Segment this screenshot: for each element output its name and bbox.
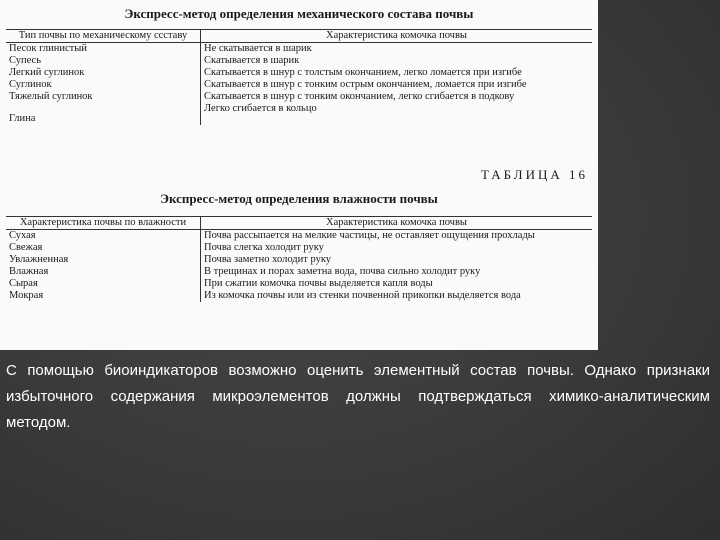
table1-cell: Не скатывается в шарик (204, 43, 312, 54)
slide-caption: С помощью биоиндикаторов возможно оценить элементный состав почвы. Однако признаки избыточного содержания микроэлементов должны подтверждаться химико-аналитическим методом. (6, 362, 710, 431)
table2-cell: В трещинах и порах заметна вода, почва сильно холодит руку (204, 266, 481, 277)
table1-cell: Глина (6, 103, 201, 125)
table1-cell: Песок глинистый (6, 43, 201, 56)
table-row (6, 55, 592, 67)
table1-cell: Скатывается в шнур с толстым окончанием, легко ломается при изгибе (204, 67, 522, 78)
table-row (6, 254, 592, 266)
table-row (6, 242, 592, 254)
table1-cell: Скатывается в шарик (204, 55, 300, 66)
table2-cell: Свежая (6, 242, 201, 254)
table-row (6, 67, 592, 79)
table2-title: Экспресс-метод определения влажности почвы (160, 191, 438, 206)
table2-cell: Сырая (6, 278, 201, 290)
table1-cell: Легкий суглинок (6, 67, 201, 79)
table1-header-soil-type: Тип почвы по механическому ссставу (6, 30, 201, 43)
table1-cell: Скатывается в шнур с тонким острым окончанием, ломается при изгибе (204, 79, 527, 90)
table2-header-moisture: Характеристика почвы по влажности (6, 217, 201, 230)
table2-cell: Почва слегка холодит руку (204, 242, 324, 253)
table2-cell: Сухая (6, 230, 201, 243)
table2-cell: Почва заметно холодит руку (204, 254, 332, 265)
table-row (6, 43, 592, 56)
table1-title: Экспресс-метод определения механического состава почвы (124, 6, 474, 21)
table-row (6, 266, 592, 278)
table2-cell: Почва рассыпается на мелкие частицы, не оставляет ощущения прохлады (204, 230, 535, 241)
table-row (6, 91, 592, 103)
table1-header-characteristic: Характеристика комочка почвы (201, 30, 593, 43)
table2-cell: Влажная (6, 266, 201, 278)
table2-cell: Увлажненная (6, 254, 201, 266)
table-number-label: ТАБЛИЦА 16 (480, 167, 588, 182)
table-row (6, 290, 592, 302)
table1-cell: Супесь (6, 55, 201, 67)
table1-cell: Тяжелый суглинок (6, 91, 201, 103)
table1-cell: Легко сгибается в кольцо (204, 103, 317, 114)
table2-cell: При сжатии комочка почвы выделяется капля воды (204, 278, 433, 289)
moisture-table (6, 216, 592, 302)
table-row (6, 103, 592, 125)
table2-header-characteristic: Характеристика комочка почвы (201, 217, 593, 230)
table2-cell: Из комочка почвы или из стенки почвенной прикопки выделяется вода (204, 290, 521, 301)
mechanical-composition-table (6, 29, 592, 125)
table-row (6, 278, 592, 290)
table1-cell: Скатывается в шнур с тонким окончанием, легко сгибается в подкову (204, 91, 515, 102)
table1-cell: Суглинок (6, 79, 201, 91)
table2-cell: Мокрая (6, 290, 201, 302)
table-row (6, 230, 592, 243)
table-row (6, 79, 592, 91)
